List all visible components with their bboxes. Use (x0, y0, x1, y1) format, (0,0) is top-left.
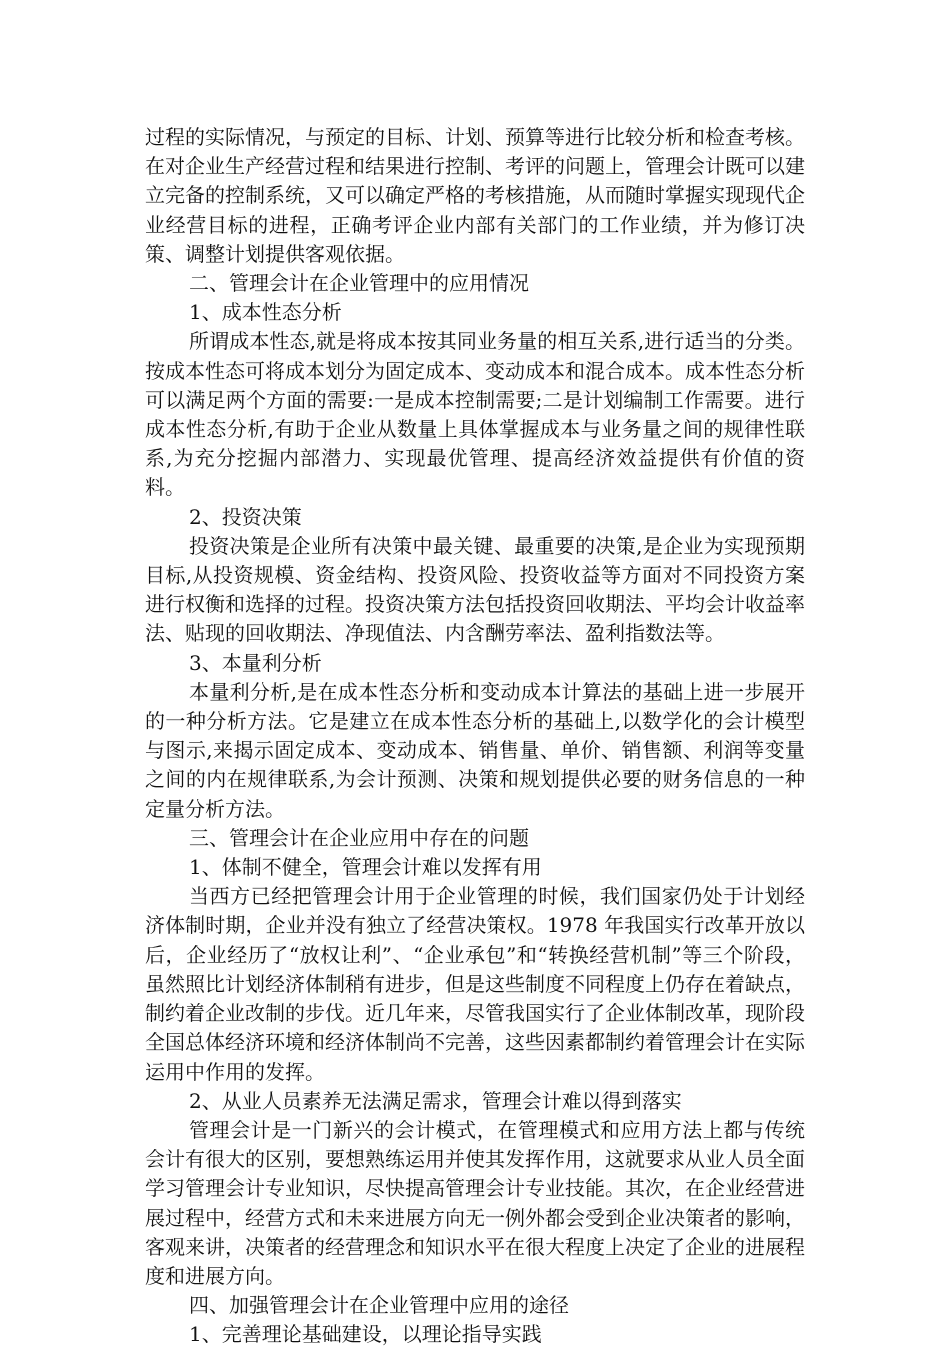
paragraph-system-incomplete: 当西方已经把管理会计用于企业管理的时候，我们国家仍处于计划经济体制时期，企业并没有独立了经营决策权。1978 年我国实行改革开放以后，企业经历了“放权让利”、“企业承包”和“转换经营机制”等三个阶段，虽然照比计划经济体制稍有进步，但是这些制度不同程度上仍存在着缺点，制约着企业改制的步伐。近几年来，尽管我国实行了企业体制改革，现阶段全国总体经济环境和经济体制尚不完善，这些因素都制约着管理会计在实际运用中作用的发挥。 (145, 884, 805, 1084)
paragraph-intro-continuation: 过程的实际情况，与预定的目标、计划、预算等进行比较分析和检查考核。在对企业生产经营过程和结果进行控制、考评的问题上，管理会计既可以建立完备的控制系统，又可以确定严格的考核措施，从而随时掌握实现现代企业经营目标的进程，正确考评企业内部有关部门的工作业绩，并为修订决策、调整计划提供客观依据。 (145, 125, 805, 266)
subheading-cost-behavior: 1、成本性态分析 (189, 300, 342, 325)
paragraph-investment-decision: 投资决策是企业所有决策中最关键、最重要的决策,是企业为实现预期目标,从投资规模、资金结构、投资风险、投资收益等方面对不同投资方案进行权衡和选择的过程。投资决策方法包括投资回收期法、平均会计收益率法、贴现的回收期法、净现值法、内含酬劳率法、盈利指数法等。 (145, 533, 805, 646)
paragraph-cost-behavior: 所谓成本性态,就是将成本按其同业务量的相互关系,进行适当的分类。按成本性态可将成本划分为固定成本、变动成本和混合成本。成本性态分析可以满足两个方面的需要:一是成本控制需要;二是计划编制工作需要。进行成本性态分析,有助于企业从数量上具体掌握成本与业务量之间的规律性联系,为充分挖掘内部潜力、实现最优管理、提高经济效益提供有价值的资料。 (145, 329, 805, 500)
subheading-theory-foundation: 1、完善理论基础建设，以理论指导实践 (189, 1322, 542, 1347)
subheading-investment-decision: 2、投资决策 (189, 504, 302, 529)
subheading-system-incomplete: 1、体制不健全，管理会计难以发挥有用 (189, 855, 542, 880)
section-heading-3: 三、管理会计在企业应用中存在的问题 (189, 825, 529, 850)
section-heading-4: 四、加强管理会计在企业管理中应用的途径 (189, 1293, 569, 1318)
paragraph-staff-quality: 管理会计是一门新兴的会计模式，在管理模式和应用方法上都与传统会计有很大的区别，要想熟练运用并使其发挥作用，这就要求从业人员全面学习管理会计专业知识，尽快提高管理会计专业技能。其次，在企业经营进展过程中，经营方式和未来进展方向无一例外都会受到企业决策者的影响，客观来讲，决策者的经营理念和知识水平在很大程度上决定了企业的进展程度和进展方向。 (145, 1117, 805, 1288)
subheading-cvp-analysis: 3、本量利分析 (189, 650, 322, 675)
document-page (145, 123, 805, 1350)
paragraph-cvp-analysis: 本量利分析,是在成本性态分析和变动成本计算法的基础上进一步展开的一种分析方法。它是建立在成本性态分析的基础上,以数学化的会计模型与图示,来揭示固定成本、变动成本、销售量、单价、销售额、利润等变量之间的内在规律联系,为会计预测、决策和规划提供必要的财务信息的一种定量分析方法。 (145, 679, 805, 821)
subheading-staff-quality: 2、从业人员素养无法满足需求，管理会计难以得到落实 (189, 1088, 682, 1113)
section-heading-2: 二、管理会计在企业管理中的应用情况 (189, 271, 529, 296)
